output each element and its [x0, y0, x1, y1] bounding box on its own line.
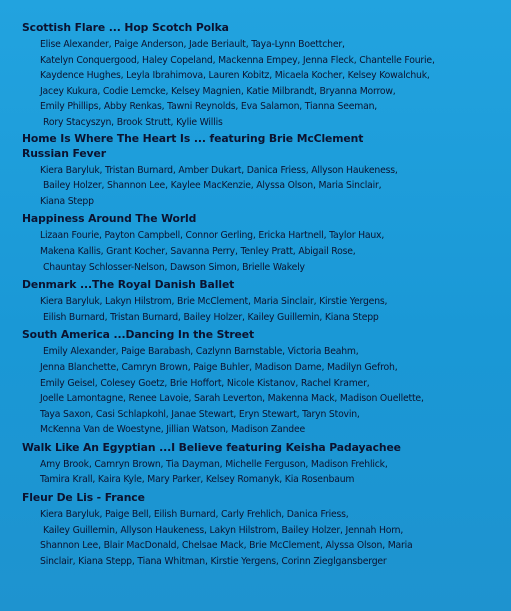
section-title: Russian Fever — [22, 146, 106, 160]
cast-line: McKenna Van de Woestyne, Jillian Watson, Madison Zandee — [40, 424, 306, 436]
section-title: Walk Like An Egyptian ...I Believe featuring Keisha Padayachee — [22, 440, 401, 454]
section-title: Fleur De Lis - France — [22, 491, 145, 505]
cast-line: Jenna Blanchette, Camryn Brown, Paige Buhler, Madison Dame, Madilyn Gefroh, — [40, 361, 398, 373]
section-fleur-de-lis — [22, 490, 502, 569]
cast-line: Bailey Holzer, Shannon Lee, Kaylee MacKenzie, Alyssa Olson, Maria Sinclair, — [43, 180, 382, 192]
section-denmark — [22, 277, 502, 325]
section-south-america — [22, 327, 502, 438]
cast-line: Kiera Baryluk, Paige Bell, Eilish Burnard, Carly Frehlich, Danica Friess, — [40, 509, 349, 521]
cast-line: Eilish Burnard, Tristan Burnard, Bailey Holzer, Kailey Guillemin, Kiana Stepp — [43, 311, 379, 323]
cast-line: Chauntay Schlosser-Nelson, Dawson Simon, Brielle Wakely — [43, 261, 305, 273]
cast-line: Rory Stacyszyn, Brook Strutt, Kylie Willis — [43, 116, 223, 128]
section-home-is-where-the-heart-is — [22, 131, 502, 146]
section-title: Scottish Flare ... Hop Scotch Polka — [22, 21, 229, 34]
section-happiness-around-the-world — [22, 211, 502, 275]
cast-list — [22, 507, 502, 569]
cast-line: Joelle Lamontagne, Renee Lavoie, Sarah Leverton, Makenna Mack, Madison Ouellette, — [40, 393, 424, 405]
section-scottish-flare — [22, 20, 502, 131]
cast-line: Emily Phillips, Abby Renkas, Tawni Reynolds, Eva Salamon, Tianna Seeman, — [40, 101, 378, 113]
cast-line: Kiana Stepp — [40, 195, 94, 207]
cast-line: Jacey Kukura, Codie Lemcke, Kelsey Magnien, Katie Milbrandt, Bryanna Morrow, — [40, 85, 396, 97]
cast-line: Kiera Baryluk, Lakyn Hilstrom, Brie McClement, Maria Sinclair, Kirstie Yergens, — [40, 296, 388, 308]
section-title: Home Is Where The Heart Is ... featuring Brie McClement — [22, 131, 364, 145]
cast-line: Katelyn Conquergood, Haley Copeland, Mackenna Empey, Jenna Fleck, Chantelle Fourie, — [40, 54, 435, 66]
program-page — [22, 20, 502, 569]
cast-list — [22, 457, 502, 488]
section-title: Denmark ...The Royal Danish Ballet — [22, 278, 235, 292]
section-title: South America ...Dancing In the Street — [22, 328, 255, 342]
section-walk-like-an-egyptian — [22, 440, 502, 488]
cast-list — [22, 163, 502, 210]
cast-line: Kiera Baryluk, Tristan Burnard, Amber Dukart, Danica Friess, Allyson Haukeness, — [40, 164, 398, 176]
cast-line: Sinclair, Kiana Stepp, Tiana Whitman, Kirstie Yergens, Corinn Zieglgansberger — [40, 555, 387, 567]
cast-line: Amy Brook, Camryn Brown, Tia Dayman, Michelle Ferguson, Madison Frehlick, — [40, 458, 388, 470]
cast-line: Emily Geisel, Colesey Goetz, Brie Hoffort, Nicole Kistanov, Rachel Kramer, — [40, 377, 370, 389]
cast-list — [22, 37, 502, 131]
cast-line: Elise Alexander, Paige Anderson, Jade Beriault, Taya-Lynn Boettcher, — [40, 39, 345, 50]
cast-list — [22, 228, 502, 275]
cast-list — [22, 294, 502, 325]
cast-line: Tamira Krall, Kaira Kyle, Mary Parker, Kelsey Romanyk, Kia Rosenbaum — [40, 474, 355, 486]
cast-line: Lizaan Fourie, Payton Campbell, Connor Gerling, Ericka Hartnell, Taylor Haux, — [40, 230, 385, 242]
section-russian-fever — [22, 146, 502, 210]
cast-line: Taya Saxon, Casi Schlapkohl, Janae Stewart, Eryn Stewart, Taryn Stovin, — [40, 408, 360, 420]
cast-list — [22, 344, 502, 438]
cast-line: Kailey Guillemin, Allyson Haukeness, Lakyn Hilstrom, Bailey Holzer, Jennah Horn, — [43, 524, 404, 536]
section-title: Happiness Around The World — [22, 212, 197, 226]
cast-line: Shannon Lee, Blair MacDonald, Chelsae Mack, Brie McClement, Alyssa Olson, Maria — [40, 540, 413, 552]
cast-line: Emily Alexander, Paige Barabash, Cazlynn Barnstable, Victoria Beahm, — [43, 346, 359, 358]
cast-line: Kaydence Hughes, Leyla Ibrahimova, Lauren Kobitz, Micaela Kocher, Kelsey Kowalchuk, — [40, 70, 430, 82]
cast-line: Makena Kallis, Grant Kocher, Savanna Perry, Tenley Pratt, Abigail Rose, — [40, 245, 356, 257]
